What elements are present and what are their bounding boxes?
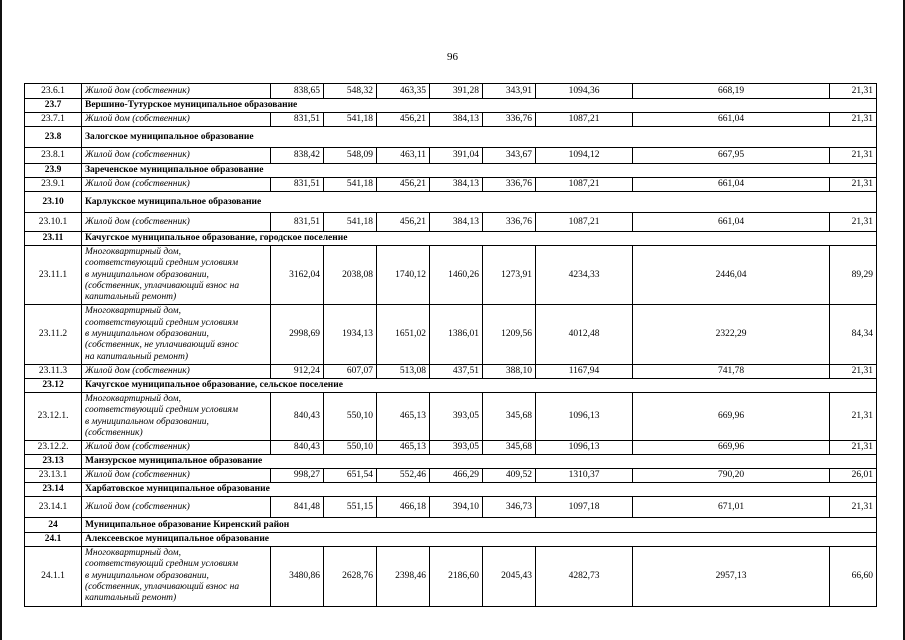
value-cell: 661,04 [633, 213, 830, 232]
value-cell: 548,32 [324, 84, 377, 99]
table-row [25, 547, 877, 606]
value-cell: 466,29 [430, 469, 483, 483]
section-title: Качугское муниципальное образование, сельское поселение [82, 378, 536, 392]
description-line: в муниципальном образовании, [85, 570, 209, 581]
row-code: 23.6.1 [25, 84, 82, 99]
value-cell: 465,13 [377, 441, 430, 455]
value-cell: 4234,33 [536, 246, 633, 305]
value-cell: 840,43 [271, 392, 324, 440]
section-filler [536, 127, 877, 148]
row-description [82, 441, 271, 455]
value-cell: 26,01 [830, 469, 877, 483]
section-filler [536, 518, 877, 533]
value-cell: 1096,13 [536, 441, 633, 455]
value-cell: 21,31 [830, 497, 877, 518]
row-code: 23.12.2. [25, 441, 82, 455]
section-row [25, 533, 877, 547]
value-cell: 831,51 [271, 213, 324, 232]
row-description [82, 84, 271, 99]
value-cell: 840,43 [271, 441, 324, 455]
value-cell: 1097,18 [536, 497, 633, 518]
section-row [25, 378, 877, 392]
value-cell: 831,51 [271, 113, 324, 127]
value-cell: 550,10 [324, 441, 377, 455]
row-description [82, 497, 271, 518]
value-cell: 1087,21 [536, 113, 633, 127]
section-title: Харбатовское муниципальное образование [82, 483, 536, 497]
section-filler [536, 164, 877, 178]
value-cell: 21,31 [830, 178, 877, 192]
row-description [82, 246, 271, 305]
description-line: соответствующий средним условиям [85, 258, 239, 269]
value-cell: 391,04 [430, 148, 483, 164]
description-line: Жилой дом (собственник) [85, 365, 190, 376]
value-cell: 384,13 [430, 213, 483, 232]
row-code: 23.7.1 [25, 113, 82, 127]
description-line: Жилой дом (собственник) [85, 114, 190, 124]
tariff-table [24, 83, 877, 607]
value-cell: 1273,91 [483, 246, 536, 305]
value-cell: 541,18 [324, 113, 377, 127]
description-line: Жилой дом (собственник) [85, 179, 190, 189]
value-cell: 463,35 [377, 84, 430, 99]
description-line: Жилой дом (собственник) [85, 501, 190, 512]
row-description [82, 113, 271, 127]
value-cell: 465,13 [377, 392, 430, 440]
value-cell: 661,04 [633, 113, 830, 127]
value-cell: 456,21 [377, 213, 430, 232]
value-cell: 343,91 [483, 84, 536, 99]
value-cell: 541,18 [324, 213, 377, 232]
value-cell: 388,10 [483, 364, 536, 378]
row-code: 23.8.1 [25, 148, 82, 164]
description-line: Жилой дом (собственник) [85, 216, 190, 227]
value-cell: 1934,13 [324, 305, 377, 364]
section-title: Муниципальное образование Киренский район [82, 518, 536, 533]
value-cell: 437,51 [430, 364, 483, 378]
value-cell: 384,13 [430, 113, 483, 127]
value-cell: 2398,46 [377, 547, 430, 606]
value-cell: 838,65 [271, 84, 324, 99]
table-row [25, 246, 877, 305]
table-row [25, 113, 877, 127]
value-cell: 393,05 [430, 441, 483, 455]
row-description [82, 213, 271, 232]
row-code: 23.11.3 [25, 364, 82, 378]
value-cell: 669,96 [633, 441, 830, 455]
section-code: 23.7 [25, 99, 82, 113]
value-cell: 384,13 [430, 178, 483, 192]
value-cell: 998,27 [271, 469, 324, 483]
section-title: Зареченское муниципальное образование [82, 164, 536, 178]
description-line: капитальный ремонт) [85, 292, 177, 303]
value-cell: 513,08 [377, 364, 430, 378]
section-title: Вершино-Тутурское муниципальное образование [82, 99, 536, 113]
section-row [25, 164, 877, 178]
value-cell: 345,68 [483, 392, 536, 440]
section-code: 24 [25, 518, 82, 533]
description-line: (собственник, уплачивающий взнос на [85, 280, 240, 291]
table-row [25, 213, 877, 232]
description-line: Жилой дом (собственник) [85, 150, 190, 160]
value-cell: 541,18 [324, 178, 377, 192]
description-line: соответствующий средним условиям [85, 405, 239, 416]
value-cell: 345,68 [483, 441, 536, 455]
value-cell: 1094,12 [536, 148, 633, 164]
row-description [82, 469, 271, 483]
row-code: 24.1.1 [25, 547, 82, 606]
value-cell: 671,01 [633, 497, 830, 518]
description-line: Жилой дом (собственник) [85, 442, 190, 453]
value-cell: 1094,36 [536, 84, 633, 99]
value-cell: 1087,21 [536, 178, 633, 192]
row-code: 23.14.1 [25, 497, 82, 518]
value-cell: 790,20 [633, 469, 830, 483]
value-cell: 838,42 [271, 148, 324, 164]
section-code: 23.9 [25, 164, 82, 178]
value-cell: 346,73 [483, 497, 536, 518]
value-cell: 393,05 [430, 392, 483, 440]
description-line: на капитальный ремонт) [85, 351, 189, 362]
description-line: в муниципальном образовании, [85, 329, 209, 340]
value-cell: 651,54 [324, 469, 377, 483]
value-cell: 552,46 [377, 469, 430, 483]
table-row [25, 84, 877, 99]
value-cell: 336,76 [483, 178, 536, 192]
value-cell: 21,31 [830, 84, 877, 99]
row-code: 23.11.2 [25, 305, 82, 364]
value-cell: 912,24 [271, 364, 324, 378]
description-line: Жилой дом (собственник) [85, 85, 190, 96]
value-cell: 1740,12 [377, 246, 430, 305]
section-filler [536, 378, 877, 392]
description-line: в муниципальном образовании, [85, 416, 209, 427]
section-row [25, 483, 877, 497]
section-code: 23.10 [25, 192, 82, 213]
value-cell: 667,95 [633, 148, 830, 164]
section-code: 24.1 [25, 533, 82, 547]
table-row [25, 148, 877, 164]
section-code: 23.11 [25, 232, 82, 246]
table-row [25, 469, 877, 483]
description-line: в муниципальном образовании, [85, 269, 209, 280]
section-filler [536, 232, 877, 246]
value-cell: 84,34 [830, 305, 877, 364]
value-cell: 394,10 [430, 497, 483, 518]
value-cell: 1460,26 [430, 246, 483, 305]
description-line: (собственник) [85, 427, 143, 438]
row-description [82, 178, 271, 192]
section-filler [536, 483, 877, 497]
description-line: Многоквартирный дом, [85, 393, 181, 404]
value-cell: 551,15 [324, 497, 377, 518]
value-cell: 4012,48 [536, 305, 633, 364]
value-cell: 661,04 [633, 178, 830, 192]
value-cell: 466,18 [377, 497, 430, 518]
table-row [25, 441, 877, 455]
value-cell: 669,96 [633, 392, 830, 440]
value-cell: 1651,02 [377, 305, 430, 364]
value-cell: 456,21 [377, 178, 430, 192]
value-cell: 3162,04 [271, 246, 324, 305]
section-row [25, 127, 877, 148]
section-title: Залогское муниципальное образование [82, 127, 536, 148]
section-row [25, 232, 877, 246]
value-cell: 66,60 [830, 547, 877, 606]
description-line: Многоквартирный дом, [85, 306, 181, 317]
section-code: 23.8 [25, 127, 82, 148]
value-cell: 1209,56 [483, 305, 536, 364]
value-cell: 21,31 [830, 392, 877, 440]
value-cell: 3480,86 [271, 547, 324, 606]
value-cell: 841,48 [271, 497, 324, 518]
description-line: (собственник, не уплачивающий взнос [85, 340, 239, 351]
value-cell: 4282,73 [536, 547, 633, 606]
section-row [25, 192, 877, 213]
section-code: 23.14 [25, 483, 82, 497]
row-description [82, 547, 271, 606]
value-cell: 1386,01 [430, 305, 483, 364]
section-filler [536, 455, 877, 469]
row-code: 23.11.1 [25, 246, 82, 305]
description-line: Многоквартирный дом, [85, 247, 181, 257]
value-cell: 548,09 [324, 148, 377, 164]
page-edge-left [0, 0, 2, 640]
table-row [25, 305, 877, 364]
value-cell: 2038,08 [324, 246, 377, 305]
value-cell: 21,31 [830, 364, 877, 378]
description-line: (собственник, уплачивающий взнос на [85, 582, 240, 593]
section-code: 23.12 [25, 378, 82, 392]
value-cell: 1167,94 [536, 364, 633, 378]
value-cell: 2186,60 [430, 547, 483, 606]
value-cell: 741,78 [633, 364, 830, 378]
value-cell: 21,31 [830, 441, 877, 455]
value-cell: 550,10 [324, 392, 377, 440]
value-cell: 2957,13 [633, 547, 830, 606]
value-cell: 21,31 [830, 213, 877, 232]
value-cell: 1087,21 [536, 213, 633, 232]
table-row [25, 497, 877, 518]
section-title: Манзурское муниципальное образование [82, 455, 536, 469]
row-description [82, 392, 271, 440]
description-line: Жилой дом (собственник) [85, 470, 190, 481]
value-cell: 456,21 [377, 113, 430, 127]
value-cell: 343,67 [483, 148, 536, 164]
description-line: соответствующий средним условиям [85, 559, 239, 570]
section-title: Карлукское муниципальное образование [82, 192, 536, 213]
table-row [25, 364, 877, 378]
value-cell: 2998,69 [271, 305, 324, 364]
section-filler [536, 533, 877, 547]
value-cell: 463,11 [377, 148, 430, 164]
row-code: 23.13.1 [25, 469, 82, 483]
value-cell: 668,19 [633, 84, 830, 99]
table-row [25, 178, 877, 192]
section-filler [536, 99, 877, 113]
value-cell: 89,29 [830, 246, 877, 305]
value-cell: 607,07 [324, 364, 377, 378]
value-cell: 391,28 [430, 84, 483, 99]
description-line: Многоквартирный дом, [85, 548, 181, 559]
value-cell: 2446,04 [633, 246, 830, 305]
description-line: соответствующий средним условиям [85, 317, 239, 328]
row-code: 23.9.1 [25, 178, 82, 192]
section-row [25, 99, 877, 113]
page-number: 96 [447, 51, 458, 63]
description-line: капитальный ремонт) [85, 593, 177, 604]
table-row [25, 392, 877, 440]
value-cell: 409,52 [483, 469, 536, 483]
section-filler [536, 192, 877, 213]
value-cell: 336,76 [483, 113, 536, 127]
value-cell: 336,76 [483, 213, 536, 232]
value-cell: 831,51 [271, 178, 324, 192]
section-code: 23.13 [25, 455, 82, 469]
row-code: 23.12.1. [25, 392, 82, 440]
row-description [82, 148, 271, 164]
section-row [25, 518, 877, 533]
value-cell: 2322,29 [633, 305, 830, 364]
value-cell: 1310,37 [536, 469, 633, 483]
section-row [25, 455, 877, 469]
value-cell: 1096,13 [536, 392, 633, 440]
value-cell: 21,31 [830, 148, 877, 164]
section-title: Качугское муниципальное образование, городское поселение [82, 232, 536, 246]
row-code: 23.10.1 [25, 213, 82, 232]
row-description [82, 364, 271, 378]
section-title: Алексеевское муниципальное образование [82, 533, 536, 547]
value-cell: 21,31 [830, 113, 877, 127]
value-cell: 2045,43 [483, 547, 536, 606]
value-cell: 2628,76 [324, 547, 377, 606]
row-description [82, 305, 271, 364]
